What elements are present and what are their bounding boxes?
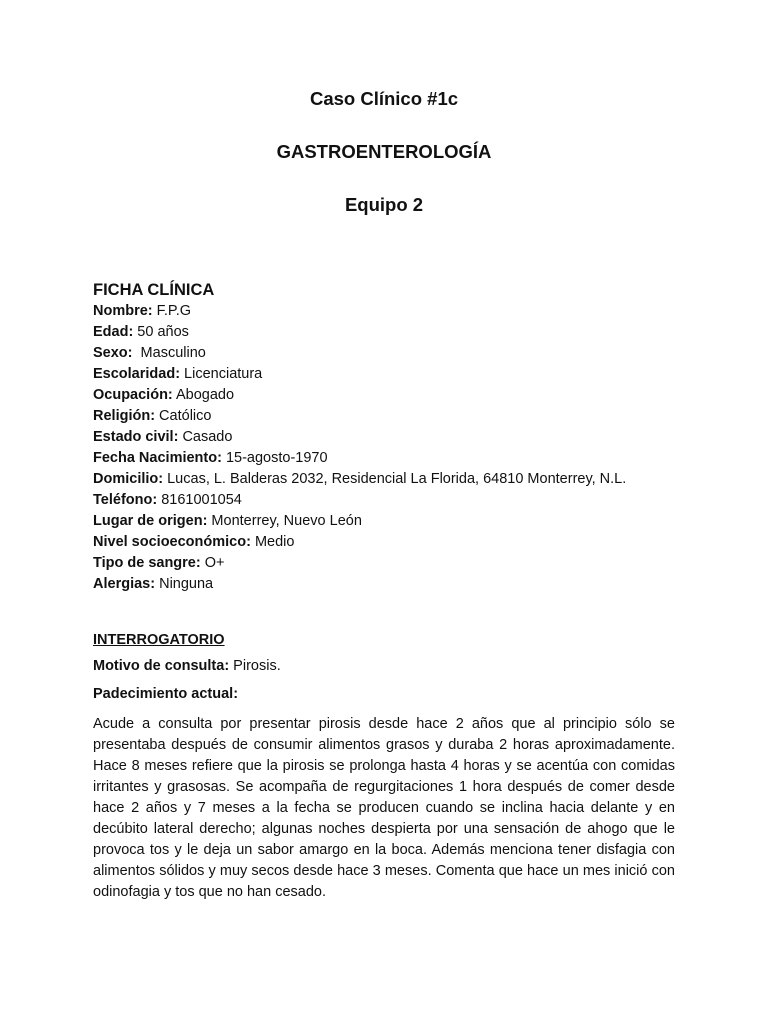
field-religion — [93, 406, 675, 427]
field-label: Religión: — [93, 408, 156, 424]
field-value: 8161001054 — [157, 492, 242, 508]
field-sexo — [93, 343, 675, 364]
field-label: Domicilio: — [93, 471, 164, 487]
field-label: Alergias: — [93, 576, 156, 592]
field-domicilio — [93, 469, 675, 490]
field-nombre — [93, 301, 675, 322]
field-label: Fecha Nacimiento: — [93, 450, 222, 466]
field-nivel-socioeconomico — [93, 532, 675, 553]
field-telefono — [93, 490, 675, 511]
field-value: Monterrey, Nuevo León — [207, 513, 362, 529]
field-value: Abogado — [172, 387, 235, 403]
field-label: Nivel socioeconómico: — [93, 534, 251, 550]
ficha-fields-list — [93, 301, 675, 595]
field-label: Sexo: — [93, 345, 133, 361]
case-title: Caso Clínico #1c — [309, 88, 459, 109]
specialty-title: GASTROENTEROLOGÍA — [276, 141, 492, 162]
padecimiento-actual — [93, 684, 675, 705]
field-value: Ninguna — [155, 576, 214, 592]
motivo-label: Motivo de consulta: — [93, 658, 230, 674]
field-value: O+ — [200, 555, 225, 571]
field-label: Nombre: — [93, 303, 153, 319]
field-label: Tipo de sangre: — [93, 555, 201, 571]
team-title: Equipo 2 — [344, 194, 424, 215]
interrogatorio-section — [93, 630, 675, 903]
field-value: 15-agosto-1970 — [221, 450, 328, 466]
field-value: Lucas, L. Balderas 2032, Residencial La Florida, 64810 Monterrey, N.L. — [163, 471, 627, 487]
field-label: Escolaridad: — [93, 366, 181, 382]
interrogatorio-heading: INTERROGATORIO — [93, 632, 225, 648]
field-alergias — [93, 574, 675, 595]
field-value: Masculino — [132, 345, 206, 361]
field-label: Estado civil: — [93, 429, 179, 445]
field-lugar-origen — [93, 511, 675, 532]
field-escolaridad — [93, 364, 675, 385]
field-label: Lugar de origen: — [93, 513, 208, 529]
field-edad — [93, 322, 675, 343]
field-estado-civil — [93, 427, 675, 448]
padecimiento-label: Padecimiento actual: — [93, 686, 239, 702]
field-ocupacion — [93, 385, 675, 406]
field-label: Ocupación: — [93, 387, 173, 403]
field-value: Casado — [178, 429, 233, 445]
motivo-consulta — [93, 656, 675, 677]
field-label: Teléfono: — [93, 492, 158, 508]
field-fecha-nacimiento — [93, 448, 675, 469]
motivo-value: Pirosis. — [229, 658, 281, 674]
field-value: Medio — [250, 534, 295, 550]
field-value: 50 años — [133, 324, 189, 340]
ficha-clinica-heading: FICHA CLÍNICA — [93, 281, 215, 299]
field-value: F.P.G — [152, 303, 192, 319]
field-value: Católico — [155, 408, 212, 424]
field-tipo-sangre — [93, 553, 675, 574]
padecimiento-paragraph: Acude a consulta por presentar pirosis desde hace 2 años que al principio sólo se presentaba después de consumir alimentos grasos y duraba 2 horas aproximadamente. Hace 8 meses refiere que la pirosis se prolonga hasta 4 horas y se acentúa con comidas irritantes y grasosas. Se acompaña de regurgitaciones 1 hora después de comer desde hace 2 años y 7 meses a la fecha se producen cuando se inclina hacia delante y en decúbito lateral derecho; algunas noches despierta por una sensación de ahogo que le provoca tos y le deja un sabor amargo en la boca. Además menciona tener disfagia con alimentos sólidos y muy secos desde hace 3 meses. Comenta que hace un mes inició con odinofagia y tos que no han cesado. — [93, 716, 675, 900]
ficha-clinica-section — [93, 279, 675, 595]
field-label: Edad: — [93, 324, 134, 340]
field-value: Licenciatura — [180, 366, 263, 382]
